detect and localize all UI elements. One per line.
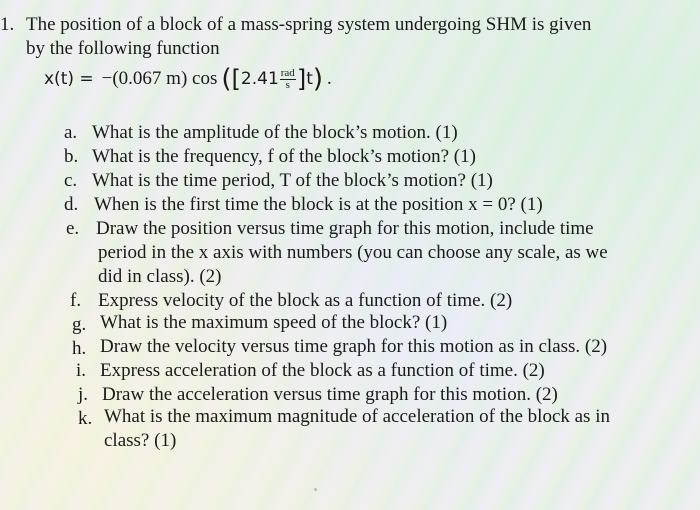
item-h-text: Draw the velocity versus time graph for this motion as in class. (2) xyxy=(100,336,608,357)
item-e-letter: e. xyxy=(66,218,80,239)
item-e-text-line-1: Draw the position versus time graph for this motion, include time xyxy=(96,218,594,239)
item-b-text: What is the frequency, f of the block’s motion? (1) xyxy=(92,146,476,167)
item-k-text-line-1: What is the maximum magnitude of acceleration of the block as in xyxy=(104,406,610,427)
item-g-letter: g. xyxy=(72,314,87,335)
formula-coefficient: −(0.067 m) cos xyxy=(101,68,218,89)
item-g-text: What is the maximum speed of the block? (1) xyxy=(100,312,448,333)
item-k-text-line-2: class? (1) xyxy=(104,430,177,451)
unit-denominator: s xyxy=(285,78,290,91)
item-c-text: What is the time period, T of the block’s motion? (1) xyxy=(92,170,493,191)
formula-unit xyxy=(280,68,296,91)
paper-speck xyxy=(314,488,317,491)
item-k-letter: k. xyxy=(78,408,93,429)
formula-omega: 2.41 xyxy=(240,69,279,89)
item-i-text: Express acceleration of the block as a function of time. (2) xyxy=(100,360,545,381)
item-h-letter: h. xyxy=(72,338,87,359)
open-paren: ( xyxy=(221,64,232,94)
question-number: 1. xyxy=(0,14,15,35)
open-bracket: [ xyxy=(231,65,241,93)
close-bracket: ] xyxy=(296,65,307,93)
item-b-letter: b. xyxy=(64,146,79,167)
item-f-text: Express velocity of the block as a function of time. (2) xyxy=(98,290,513,311)
question-text-line-1: The position of a block of a mass-spring system undergoing SHM is given xyxy=(26,14,592,35)
position-function xyxy=(44,66,332,92)
item-j-text: Draw the acceleration versus time graph for this motion. (2) xyxy=(102,384,558,405)
item-e-text-line-2: period in the x axis with numbers (you can choose any scale, as we xyxy=(98,242,608,263)
close-paren: ) xyxy=(312,64,324,94)
item-j-letter: j. xyxy=(78,384,89,405)
formula-lhs: x(t) = xyxy=(44,69,94,89)
item-e-text-line-3: did in class). (2) xyxy=(98,266,222,287)
item-c-letter: c. xyxy=(64,170,78,191)
question-text-line-2: by the following function xyxy=(26,38,220,59)
item-a-text: What is the amplitude of the block’s motion. (1) xyxy=(92,122,458,143)
item-d-text: When is the first time the block is at the position x = 0? (1) xyxy=(94,194,543,215)
unit-numerator: rad xyxy=(280,66,295,79)
formula-variable: t xyxy=(306,69,313,89)
formula-period: . xyxy=(327,68,332,89)
item-a-letter: a. xyxy=(64,122,78,143)
item-i-letter: i. xyxy=(76,360,87,381)
item-f-letter: f. xyxy=(70,290,82,311)
item-d-letter: d. xyxy=(64,194,79,215)
